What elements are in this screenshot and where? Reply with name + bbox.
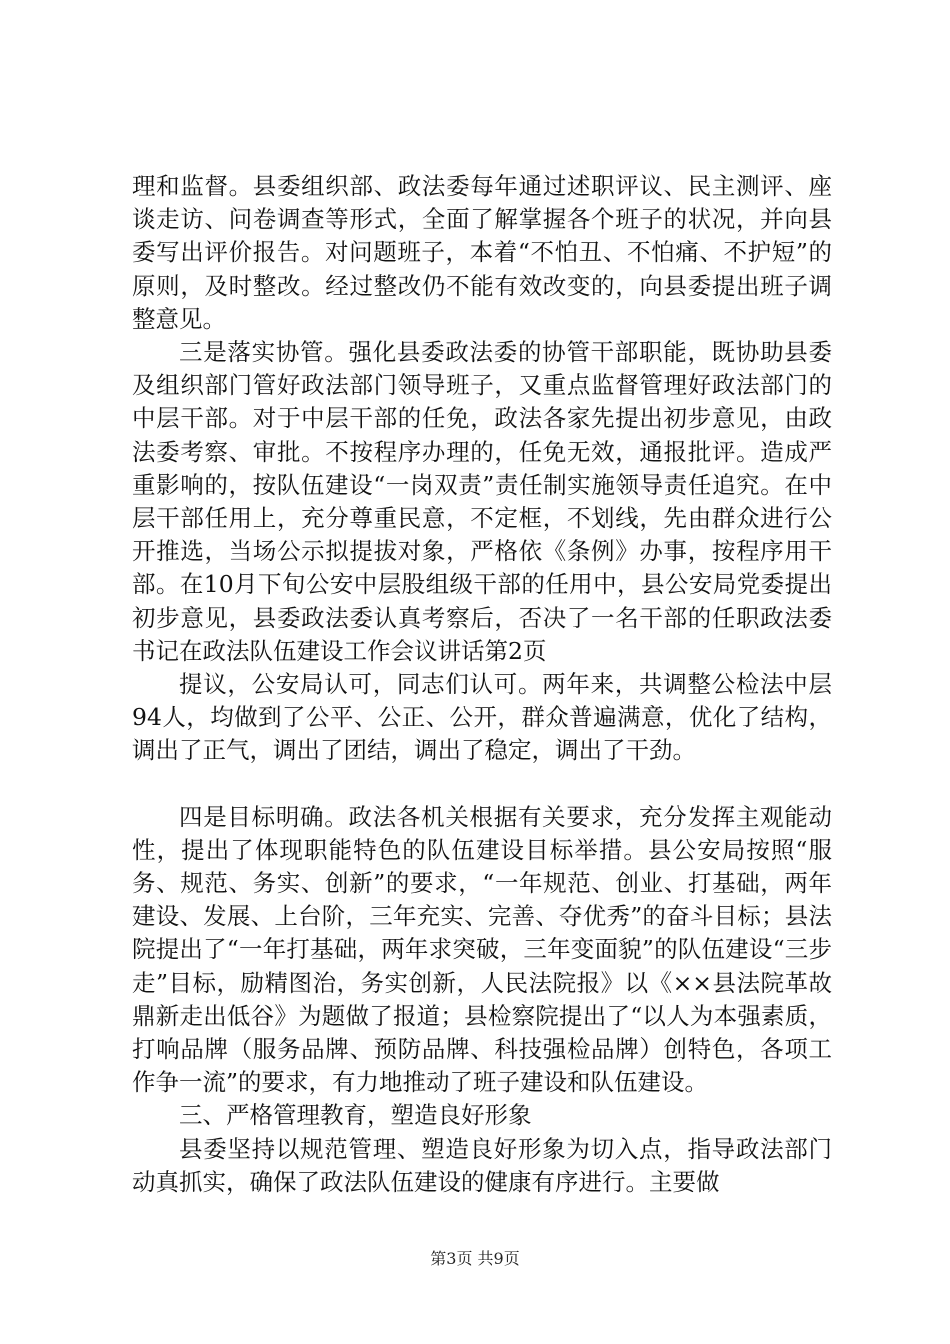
paragraph-continuation: 理和监督。县委组织部、政法委每年通过述职评议、民主测评、座谈走访、问卷调查等形式，全面了解掌握各个班子的状况，并向县委写出评价报告。对问题班子，本着“不怕丑、不怕痛、不护短”的原则，及时整改。经过整改仍不能有效改变的，向县委提出班子调整意见。 [132,172,832,333]
paragraph-point-three: 三是落实协管。强化县委政法委的协管干部职能，既协助县委及组织部门管好政法部门领导班子，又重点监督管理好政法部门的中层干部。对于中层干部的任免，政法各家先提出初步意见，由政法委考察、审批。不按程序办理的，任免无效，通报批评。造成严重影响的，按队伍建设“一岗双责”责任制实施领导责任追究。在中层干部任用上，充分尊重民意，不定框，不划线，先由群众进行公开推选，当场公示拟提拔对象，严格依《条例》办事，按程序用干部。在10月下旬公安中层股组级干部的任用中，县公安局党委提出初步意见，县委政法委认真考察后，否决了一名干部的任职政法委书记在政法队伍建设工作会议讲话第2页 [132,338,832,665]
paragraph-section-three-intro: 县委坚持以规范管理、塑造良好形象为切入点，指导政法部门动真抓实，确保了政法队伍建设的健康有序进行。主要做 [132,1134,832,1196]
document-body [132,170,832,1199]
section-heading-three: 三、严格管理教育，塑造良好形象 [179,1101,532,1130]
paragraph-proposal: 提议，公安局认可，同志们认可。两年来，共调整公检法中层94人，均做到了公平、公正、公开，群众普遍满意，优化了结构，调出了正气，调出了团结，调出了稳定，调出了干劲。 [132,670,832,765]
page-footer: 第3页 共9页 [430,1249,520,1268]
paragraph-point-four: 四是目标明确。政法各机关根据有关要求，充分发挥主观能动性，提出了体现职能特色的队伍建设目标举措。县公安局按照“服务、规范、务实、创新”的要求，“一年规范、创业、打基础，两年建设、发展、上台阶，三年充实、完善、夺优秀”的奋斗目标；县法院提出了“一年打基础，两年求突破，三年变面貌”的队伍建设“三步走”目标，励精图治，务实创新，人民法院报》以《××县法院革故鼎新走出低谷》为题做了报道；县检察院提出了“以人为本强素质，打响品牌（服务品牌、预防品牌、科技强检品牌）创特色，各项工作争一流”的要求，有力地推动了班子建设和队伍建设。 [132,802,832,1097]
